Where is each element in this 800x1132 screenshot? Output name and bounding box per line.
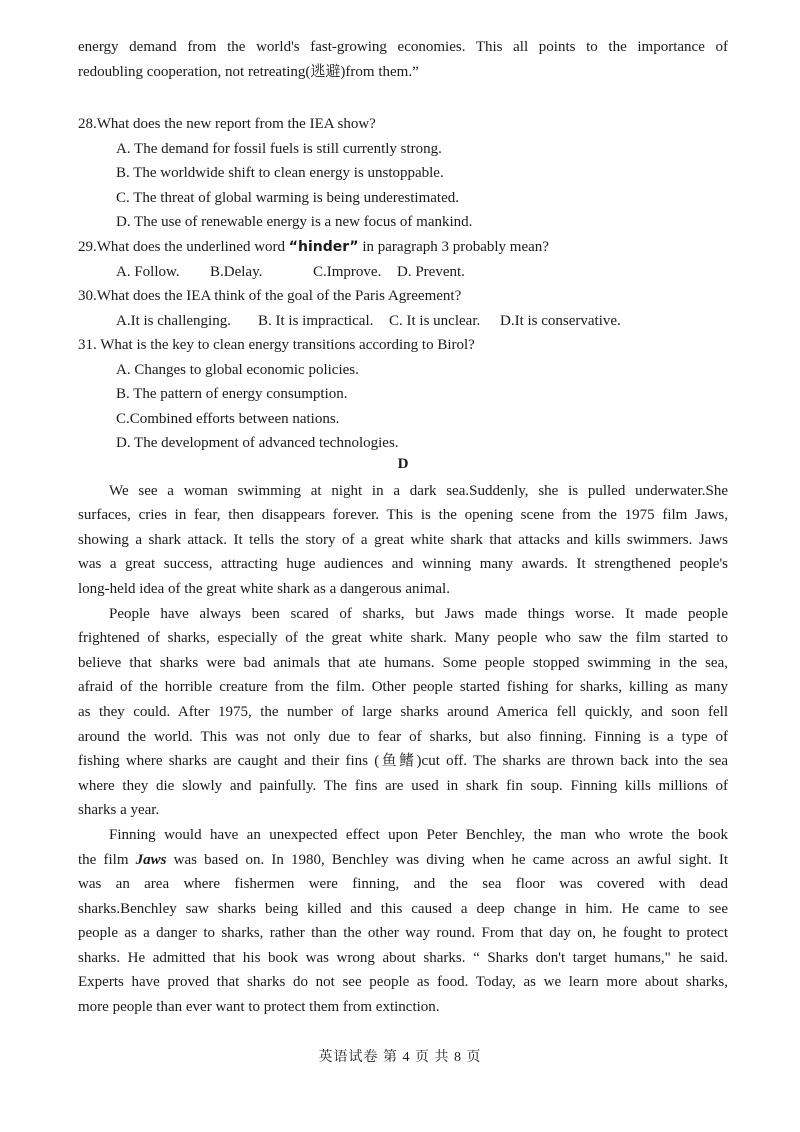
question-31: [78, 333, 728, 456]
stem-text: 29.What does the underlined word: [78, 239, 289, 255]
option-d: D. Prevent.: [397, 263, 465, 280]
text-line: Experts have proved that sharks do not see people as food. Today, as we learn more about sharks,: [78, 974, 728, 991]
option-c: C. It is unclear.: [389, 312, 481, 329]
paragraph-1: [78, 479, 728, 602]
passage-d: [78, 452, 728, 1020]
option-a: A. Follow.: [116, 263, 180, 280]
text-line: People have always been scared of sharks, but Jaws made things worse. It made people: [109, 605, 728, 622]
underlined-word: “hinder”: [288, 239, 359, 255]
text-line: people as a danger to sharks, rather than the other way round. From that day on, he fought to protect: [78, 925, 728, 942]
option-d: D. The development of advanced technologies.: [116, 435, 399, 452]
question-stem: 31. What is the key to clean energy transitions according to Birol?: [78, 337, 475, 353]
option-c: C.Improve.: [313, 263, 382, 280]
question-stem: [78, 235, 728, 260]
option-c: C. The threat of global warming is being underestimated.: [116, 189, 459, 206]
page-footer: 英语试卷 第 4 页 共 8 页: [318, 1050, 482, 1065]
text-line: was an area where fishermen were finning, and the sea floor was covered with dead: [78, 876, 728, 893]
text-line: more people than ever want to protect them from extinction.: [78, 999, 440, 1016]
text-line: We see a woman swimming at night in a dark sea.Suddenly, she is pulled underwater.She: [109, 482, 728, 499]
option-d: D. The use of renewable energy is a new focus of mankind.: [116, 214, 473, 231]
text-line: surfaces, cries in fear, then disappears forever. This is the opening scene from the 1975 film Jaws,: [78, 507, 728, 524]
text-line: around the world. This was not only due to fear of sharks, but also finning. Finning is a type of: [78, 728, 728, 745]
intro-paragraph: [78, 35, 728, 84]
option-a: A. The demand for fossil fuels is still currently strong.: [116, 140, 442, 157]
text-line: sharks.Benchley saw sharks being killed and this caused a deep change in him. He came to see: [78, 900, 728, 917]
text-line: frightened of sharks, especially of the great white shark. Many people who saw the film started to: [78, 630, 728, 647]
text-line: energy demand from the world's fast-growing economies. This all points to the importance of: [78, 39, 728, 55]
text-line: where they die slowly and painfully. The fins are used in shark fin soup. Finning kills millions of: [78, 777, 728, 794]
option-b: B. The worldwide shift to clean energy is unstoppable.: [116, 165, 444, 182]
text-line: sharks a year.: [78, 802, 160, 819]
option-b: B. The pattern of energy consumption.: [116, 386, 348, 403]
text-line: redoubling cooperation, not retreating(逃避)from them.”: [78, 63, 419, 80]
question-30: [78, 284, 728, 333]
text-line: sharks. He admitted that his book was wrong about sharks. “ Sharks don't target humans," he said.: [78, 949, 728, 966]
option-d: D.It is conservative.: [500, 312, 621, 329]
question-29: [78, 235, 728, 284]
text-line: fishing where sharks are caught and their fins (鱼鳍)cut off. The sharks are thrown back into the sea: [78, 753, 728, 770]
text-line: [78, 848, 728, 873]
stem-text: in paragraph 3 probably mean?: [358, 239, 549, 255]
question-28: [78, 112, 728, 235]
option-b: B.Delay.: [210, 263, 263, 280]
option-b: B. It is impractical.: [258, 312, 374, 329]
text-line: Finning would have an unexpected effect upon Peter Benchley, the man who wrote the book: [109, 826, 728, 843]
text-segment: was based on. In 1980, Benchley was diving when he came across an awful sight. It: [166, 851, 728, 868]
text-line: as they could. After 1975, the number of large sharks around America fell quickly, and soon fell: [78, 703, 728, 720]
option-a: A.It is challenging.: [116, 312, 231, 329]
text-line: showing a shark attack. It tells the story of a great white shark that attacks and kills swimmers. Jaws: [78, 531, 728, 548]
options-row: [78, 260, 728, 285]
question-stem: 28.What does the new report from the IEA show?: [78, 116, 376, 132]
question-stem: 30.What does the IEA think of the goal of the Paris Agreement?: [78, 288, 462, 304]
paragraph-3: [78, 823, 728, 1020]
text-line: long-held idea of the great white shark as a dangerous animal.: [78, 580, 450, 597]
options-row: [78, 309, 728, 334]
section-heading: D: [397, 456, 409, 472]
text-line: was a great success, attracting huge audiences and winning many awards. It strengthened people's: [78, 556, 728, 573]
text-line: afraid of the horrible creature from the film. Other people started fishing for sharks, killing as many: [78, 679, 728, 696]
text-segment: the film: [78, 851, 136, 868]
option-a: A. Changes to global economic policies.: [116, 361, 359, 378]
paragraph-2: [78, 602, 728, 823]
film-title: Jaws: [135, 851, 167, 868]
text-line: believe that sharks were bad animals that ate humans. Some people stopped swimming in the sea,: [78, 654, 728, 671]
option-c: C.Combined efforts between nations.: [116, 410, 340, 427]
